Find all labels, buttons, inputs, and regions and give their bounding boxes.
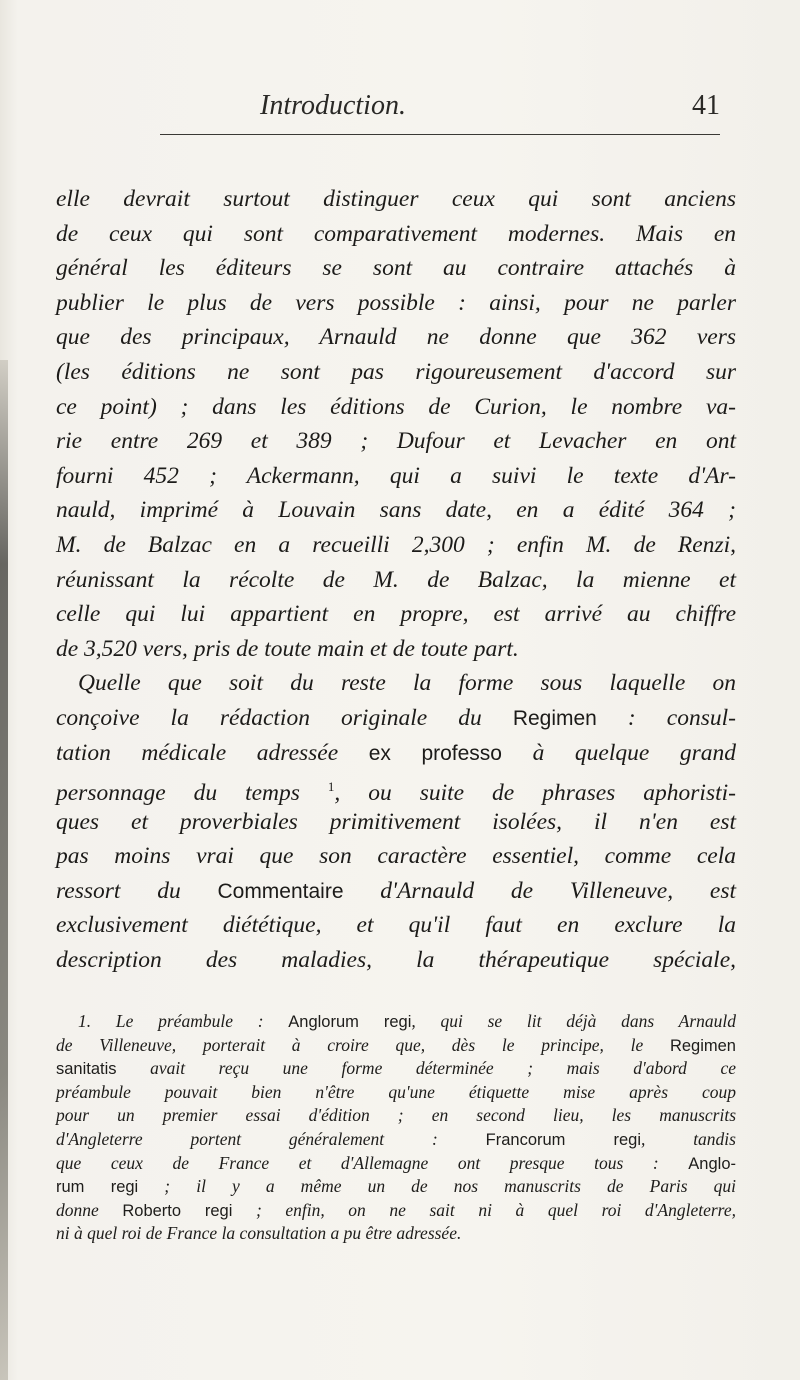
footnote-line: préambule pouvait bien n'être qu'une étiquette mise après coup — [56, 1081, 736, 1102]
page-number: 41 — [692, 90, 720, 121]
running-title: Introduction. — [260, 90, 406, 121]
text-line: de ceux qui sont comparativement modernes. Mais en — [56, 220, 736, 247]
footnote-line: que ceux de France et d'Allemagne ont presque tous : Anglo- — [56, 1152, 736, 1173]
footnote-line: ni à quel roi de France la consultation a pu être adressée. — [56, 1223, 462, 1244]
text-line: conçoive la rédaction originale du Regimen : consul- — [56, 704, 736, 731]
footnote-line: rum regi ; il y a même un de nos manuscrits de Paris qui — [56, 1176, 736, 1197]
text-line: M. de Balzac en a recueilli 2,300 ; enfin M. de Renzi, — [56, 531, 736, 558]
text-line: tation médicale adressée ex professo à quelque grand — [56, 739, 736, 766]
text-line: nauld, imprimé à Louvain sans date, en a édité 364 ; — [56, 497, 736, 524]
footnote-line: de Villeneuve, porterait à croire que, dès le principe, le Regimen — [56, 1034, 736, 1055]
text-line: rie entre 269 et 389 ; Dufour et Levacher en ont — [56, 428, 736, 455]
text-line: de 3,520 vers, pris de toute main et de toute part. — [56, 635, 519, 662]
footnote-line: donne Roberto regi ; enfin, on ne sait ni à quel roi d'Angleterre, — [56, 1199, 736, 1220]
text-line: ques et proverbiales primitivement isolées, il n'en est — [56, 808, 736, 835]
footnote-line: pour un premier essai d'édition ; en second lieu, les manuscrits — [56, 1105, 736, 1126]
footnote — [56, 1010, 736, 1246]
page-header — [160, 86, 720, 146]
footnote-line: 1. Le préambule : Anglorum regi, qui se lit déjà dans Arnauld — [78, 1011, 736, 1031]
main-text — [56, 182, 736, 978]
text-line: (les éditions ne sont pas rigoureusement d'accord sur — [56, 358, 736, 385]
text-line: exclusivement diététique, et qu'il faut en exclure la — [56, 912, 736, 939]
page-binding-shadow — [0, 360, 8, 1380]
text-line: réunissant la récolte de M. de Balzac, la mienne et — [56, 566, 736, 593]
footnote-marker: 1 — [327, 779, 335, 795]
text-line: ce point) ; dans les éditions de Curion, le nombre va- — [56, 393, 736, 420]
text-line: description des maladies, la thérapeutique spéciale, — [56, 947, 736, 974]
text-line: pas moins vrai que son caractère essentiel, comme cela — [56, 843, 736, 870]
header-rule — [160, 134, 720, 135]
footnote-line: sanitatis avait reçu une forme déterminée ; mais d'abord ce — [56, 1058, 736, 1079]
paragraph-start: Quelle que soit du reste la forme sous laquelle on — [78, 670, 736, 697]
text-line: ressort du Commentaire d'Arnauld de Villeneuve, est — [56, 877, 736, 904]
text-line: publier le plus de vers possible : ainsi, pour ne parler — [56, 289, 736, 316]
text-line: fourni 452 ; Ackermann, qui a suivi le texte d'Ar- — [56, 462, 736, 489]
text-line: elle devrait surtout distinguer ceux qui sont anciens — [56, 186, 736, 212]
footnote-line: d'Angleterre portent généralement : Francorum regi, tandis — [56, 1128, 736, 1149]
text-line: général les éditeurs se sont au contraire attachés à — [56, 255, 736, 282]
text-line: que des principaux, Arnauld ne donne que 362 vers — [56, 324, 736, 351]
text-line: celle qui lui appartient en propre, est arrivé au chiffre — [56, 601, 736, 628]
text-line: personnage du temps $^1$, ou suite de phrases aphoristi- — [56, 779, 736, 806]
